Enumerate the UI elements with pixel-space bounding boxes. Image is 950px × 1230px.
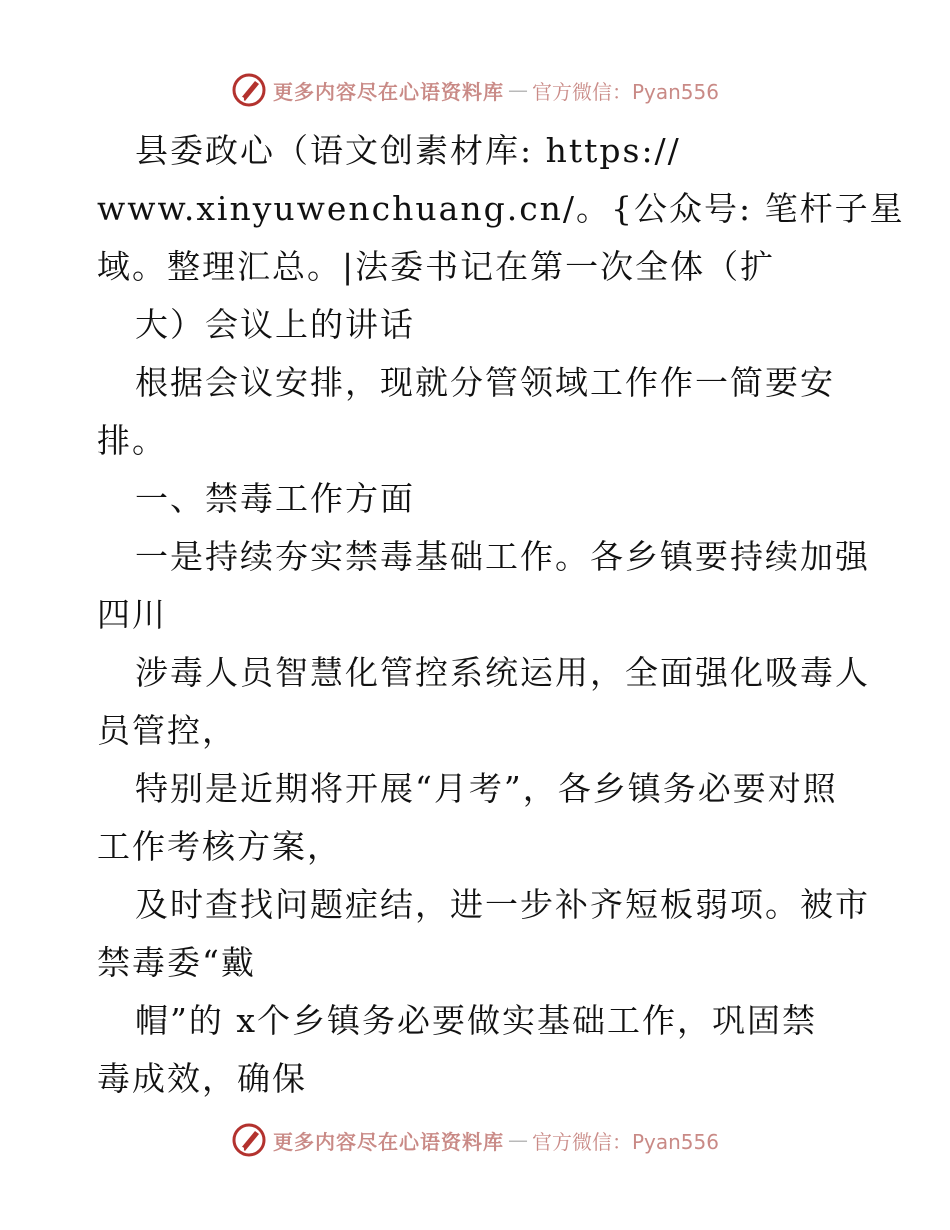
watermark-wechat: 官方微信：Pyan556: [531, 79, 719, 104]
text-line: www.xinyuwenchuang.cn/。{公众号: 笔杆子星: [97, 189, 905, 228]
text-line: 四川: [97, 595, 167, 634]
pen-logo-icon: [231, 72, 267, 108]
text-line: 禁毒委“戴: [97, 943, 256, 982]
text-line: 排。: [97, 421, 167, 460]
header-watermark-banner: [0, 70, 950, 110]
text-line: 员管控，: [97, 711, 237, 750]
watermark-separator: —: [507, 78, 528, 102]
watermark-title: 更多内容尽在心语资料库: [272, 79, 504, 104]
watermark-wechat: 官方微信：Pyan556: [531, 1129, 719, 1154]
pen-logo-icon: [231, 1122, 267, 1158]
text-line: 及时查找问题症结，进一步补齐短板弱项。被市: [135, 885, 870, 924]
document-body: [97, 122, 905, 1108]
text-line: 一是持续夯实禁毒基础工作。各乡镇要持续加强: [135, 537, 870, 576]
text-line: 根据会议安排，现就分管领域工作作一简要安: [135, 363, 835, 402]
text-line: 毒成效，确保: [97, 1059, 307, 1098]
text-line: 县委政心（语文创素材库: https://: [135, 131, 681, 170]
text-line: 特别是近期将开展“月考”，各乡镇务必要对照: [135, 769, 838, 808]
footer-watermark-banner: [0, 1120, 950, 1160]
text-line: 帽”的 x个乡镇务必要做实基础工作，巩固禁: [135, 1001, 817, 1040]
section-heading: 一、禁毒工作方面: [135, 479, 415, 518]
watermark-title: 更多内容尽在心语资料库: [272, 1129, 504, 1154]
text-line: 域。整理汇总。|法委书记在第一次全体（扩: [97, 247, 776, 286]
text-line: 工作考核方案，: [97, 827, 342, 866]
text-line: 大）会议上的讲话: [135, 305, 415, 344]
watermark-separator: —: [507, 1128, 528, 1152]
text-line: 涉毒人员智慧化管控系统运用，全面强化吸毒人: [135, 653, 870, 692]
